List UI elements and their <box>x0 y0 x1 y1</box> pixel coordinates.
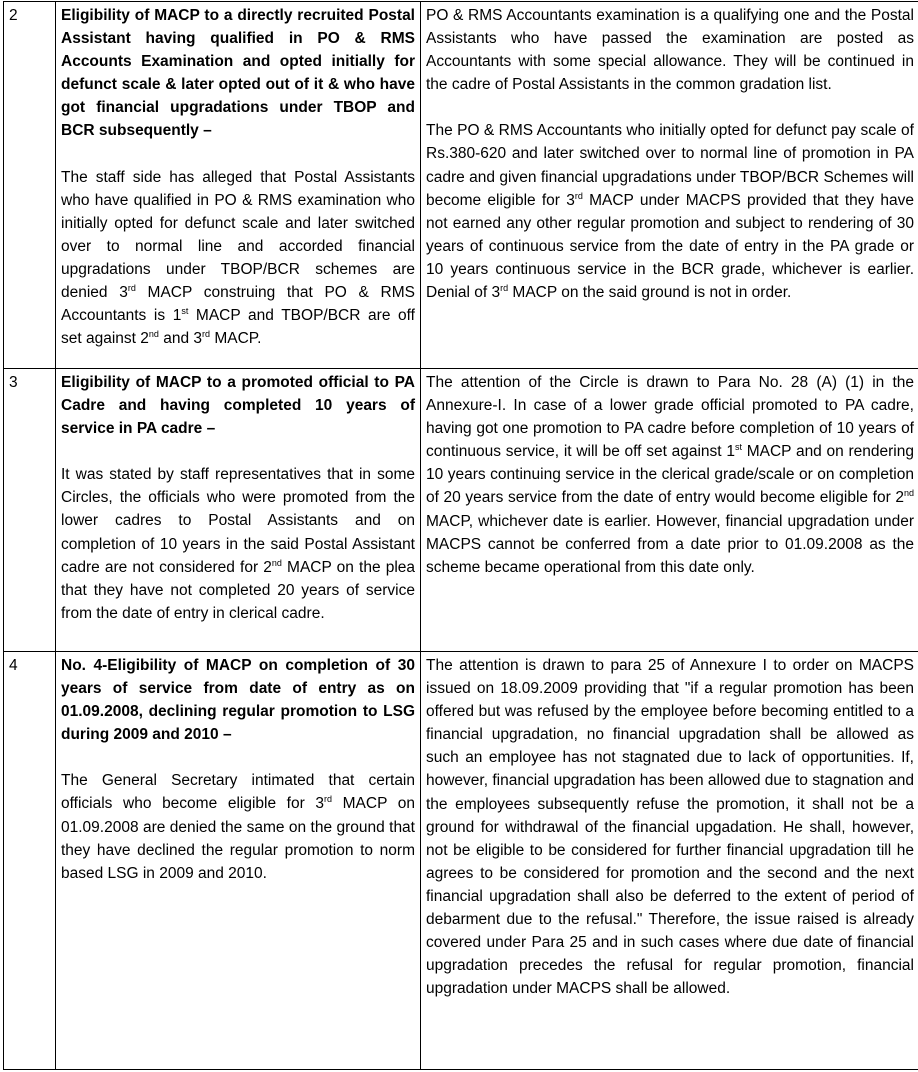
issue-cell <box>56 369 421 652</box>
issue-heading: Eligibility of MACP to a promoted official to PA Cadre and having completed 10 years of service in PA cadre – <box>61 374 415 438</box>
macp-issues-table <box>3 1 918 1070</box>
issue-cell <box>56 652 421 1070</box>
decision-cell <box>421 2 918 369</box>
spacer <box>426 96 914 119</box>
issue-description: The General Secretary intimated that certain officials who become eligible for 3rd MACP on 01.09.2008 are denied the same on the ground that they have declined the regular promotion to norm based LSG in 2009 and 2010. <box>61 772 415 882</box>
table-row <box>4 369 918 652</box>
spacer <box>61 746 415 769</box>
spacer <box>61 143 415 166</box>
decision-cell <box>421 369 918 652</box>
issue-heading: No. 4-Eligibility of MACP on completion of 30 years of service from date of entry as on 01.09.2008, declining regular promotion to LSG during 2009 and 2010 – <box>61 657 415 744</box>
issue-description: It was stated by staff representatives that in some Circles, the officials who were promoted from the lower cadres to Postal Assistants and on completion of 10 years in the said Postal Assistant cadre are not considered for 2nd MACP on the plea that they have not completed 20 years of service from the date of entry in clerical cadre. <box>61 466 415 622</box>
decision-paragraph: PO & RMS Accountants examination is a qualifying one and the Postal Assistants who have passed the examination are posted as Accountants with some special allowance. They will be continued in the cadre of Postal Assistants in the common gradation list. <box>426 7 914 94</box>
row-number: 4 <box>4 652 56 1070</box>
spacer <box>61 440 415 463</box>
decision-paragraph: The PO & RMS Accountants who initially opted for defunct pay scale of Rs.380-620 and later switched over to normal line of promotion in PA cadre and given financial upgradations under TBOP/BCR Schemes will become eligible for 3rd MACP under MACPS provided that they have not earned any other regular promotion and subject to rendering of 30 years of continuous service from the date of entry in the PA grade or 10 years continuous service in the BCR grade, whichever is earlier. Denial of 3rd MACP on the said ground is not in order. <box>426 122 914 302</box>
decision-cell <box>421 652 918 1070</box>
issue-cell <box>56 2 421 369</box>
table-row <box>4 652 918 1070</box>
issue-description: The staff side has alleged that Postal Assistants who have qualified in PO & RMS examination who initially opted for defunct scale and later switched over to normal line and accorded financial upgradations under TBOP/BCR schemes are denied 3rd MACP construing that PO & RMS Accountants is 1st MACP and TBOP/BCR are off set against 2nd and 3rd MACP. <box>61 168 415 348</box>
decision-paragraph: The attention of the Circle is drawn to Para No. 28 (A) (1) in the Annexure-I. In case of a lower grade official promoted to PA cadre, having got one promotion to PA cadre before completion of 10 years of continuous service, it will be off set against 1st MACP and on rendering 10 years continuing service in the clerical grade/scale or on completion of 20 years service from the date of entry would become eligible for 2nd MACP, whichever date is earlier. However, financial upgradation under MACPS cannot be conferred from a date prior to 01.09.2008 as the scheme became operational from this date only. <box>426 374 914 576</box>
issue-heading: Eligibility of MACP to a directly recruited Postal Assistant having qualified in PO & RMS Accounts Examination and opted initially for defunct scale & later opted out of it & who have got financial upgradations under TBOP and BCR subsequently – <box>61 7 415 140</box>
row-number: 3 <box>4 369 56 652</box>
table-row <box>4 2 918 369</box>
row-number: 2 <box>4 2 56 369</box>
decision-paragraph: The attention is drawn to para 25 of Annexure I to order on MACPS issued on 18.09.2009 providing that "if a regular promotion has been offered but was refused by the employee before becoming entitled to a financial upgradation, no financial upgradation shall be allowed as such an employee has not stagnated due to lack of opportunities. If, however, financial upgradation has been allowed due to stagnation and the employees subsequently refuse the promotion, it shall not be a ground for withdrawal of the financial upgadation. He shall, however, not be eligible to be considered for further financial upgradation till he agrees to be considered for promotion and the second and the next financial upgradation shall also be deferred to the extent of period of debarment due to the refusal." Therefore, the issue raised is already covered under Para 25 and in such cases where due date of financial upgradation precedes the refusal for regular promotion, financial upgradation under MACPS shall be allowed. <box>426 657 914 998</box>
